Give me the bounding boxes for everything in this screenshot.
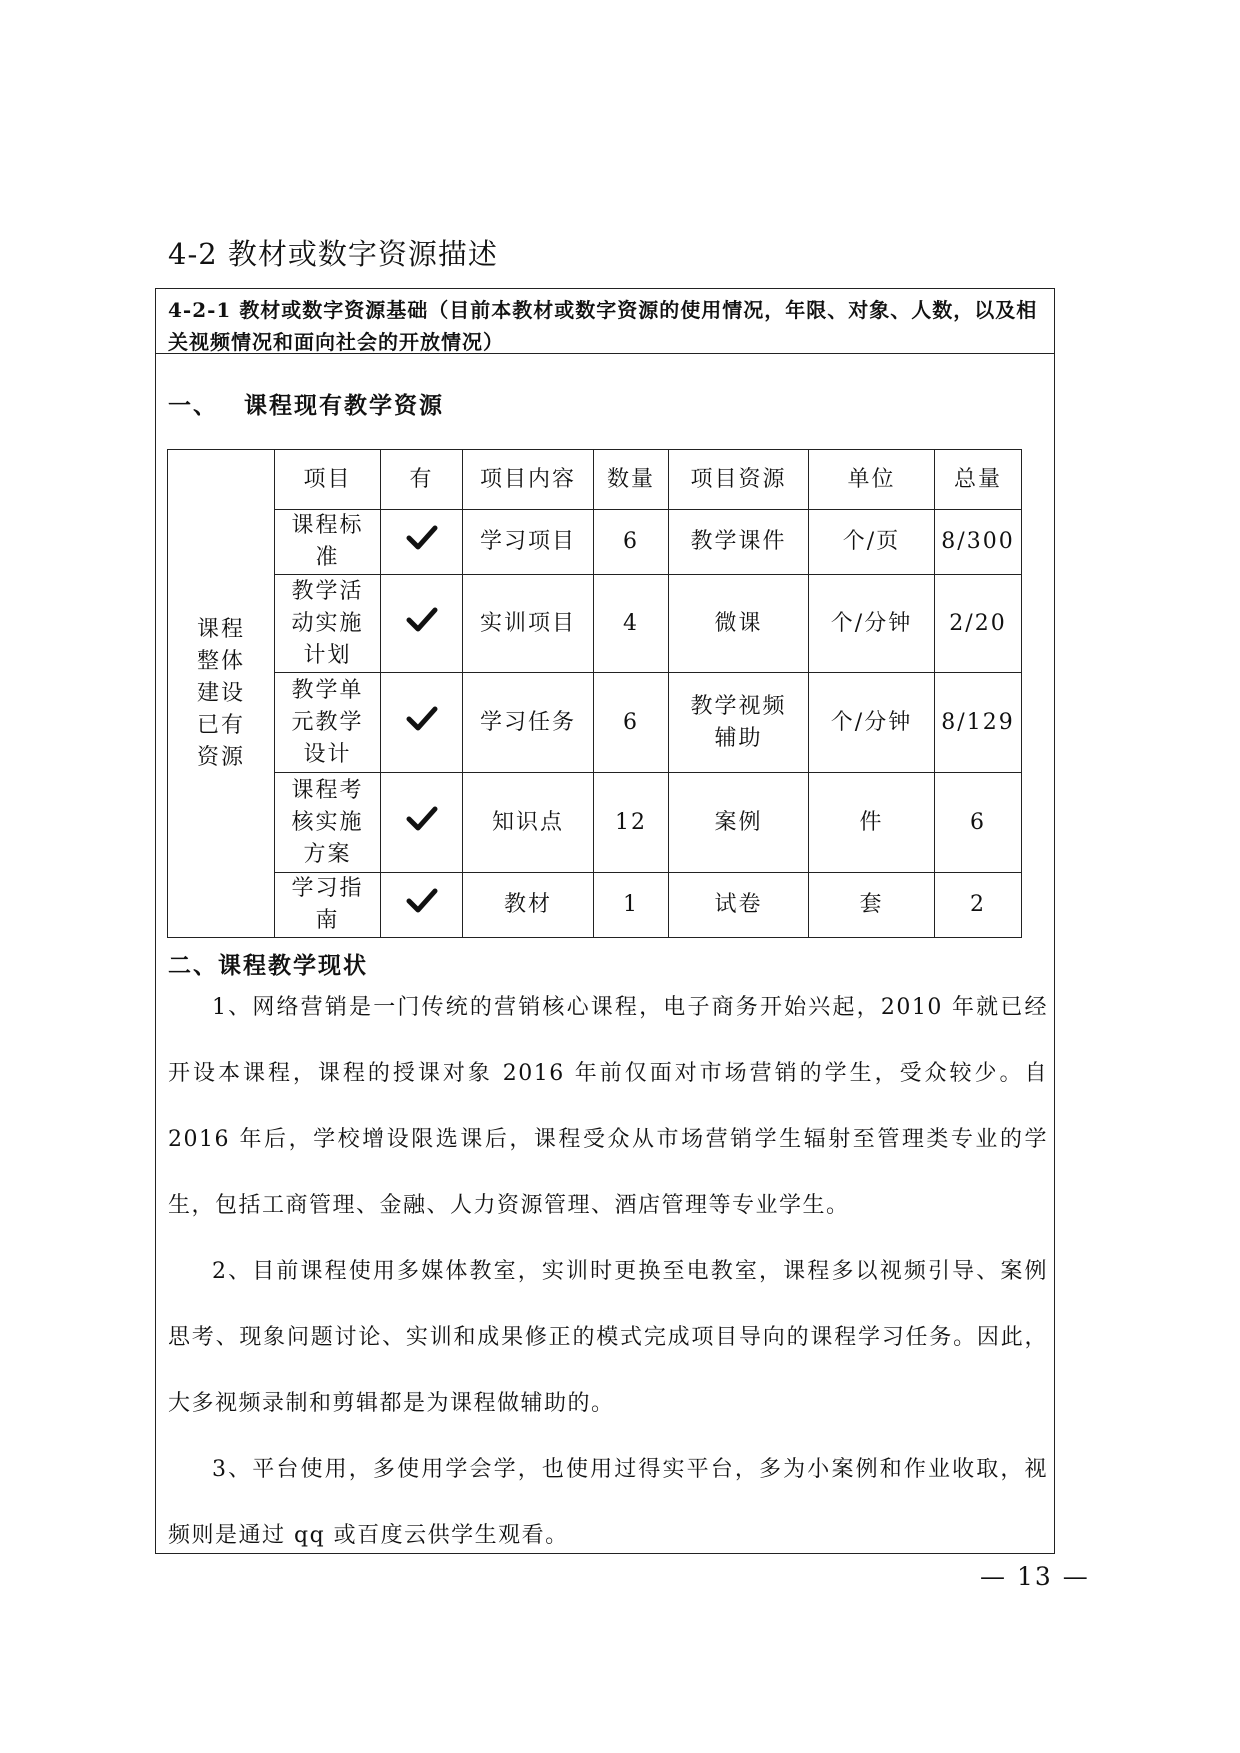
header-has: 有 [381,450,463,510]
row-qty: 4 [594,575,669,673]
part-one-number: 一、 [168,392,218,419]
check-icon [406,704,438,732]
row-unit: 套 [809,873,935,938]
row-total: 6 [935,773,1022,873]
row-qty: 12 [594,773,669,873]
frame-heading: 4-2-1 教材或数字资源基础（目前本教材或数字资源的使用情况，年限、对象、人数，以及相关视频情况和面向社会的开放情况） [168,298,1038,354]
paragraph: 2、目前课程使用多媒体教室，实训时更换至电教室，课程多以视频引导、案例思考、现象问题讨论、实训和成果修正的模式完成项目导向的课程学习任务。因此，大多视频录制和剪辑都是为课程做辅助的。 [168,1259,1048,1416]
row-check [381,673,463,773]
row-item: 课程标准 [275,510,381,575]
section-title: 4-2 教材或数字资源描述 [168,237,498,271]
row-group-label: 课程整体建设已有资源 [168,450,275,938]
table-row [168,510,1022,575]
header-unit: 单位 [809,450,935,510]
row-total: 2/20 [935,575,1022,673]
row-qty: 6 [594,510,669,575]
row-content: 学习项目 [463,510,594,575]
header-total: 总量 [935,450,1022,510]
row-check [381,575,463,673]
paragraph: 1、网络营销是一门传统的营销核心课程，电子商务开始兴起，2010 年就已经开设本课程，课程的授课对象 2016 年前仅面对市场营销的学生，受众较少。自 2016 年后，学校增设限选课后，课程受众从市场营销学生辐射至管理类专业的学生，包括工商管理、金融、人力资源管理、酒店管理等专业学生。 [168,995,1048,1218]
row-resource: 教学课件 [669,510,809,575]
table-row [168,873,1022,938]
row-content: 教材 [463,873,594,938]
row-check [381,873,463,938]
header-item: 项目 [275,450,381,510]
header-qty: 数量 [594,450,669,510]
row-check [381,510,463,575]
row-item: 教学活动实施计划 [275,575,381,673]
row-content: 学习任务 [463,673,594,773]
table-row [168,575,1022,673]
row-total: 8/300 [935,510,1022,575]
row-check [381,773,463,873]
row-item: 课程考核实施方案 [275,773,381,873]
header-resource: 项目资源 [669,450,809,510]
row-qty: 6 [594,673,669,773]
row-unit: 件 [809,773,935,873]
row-resource: 案例 [669,773,809,873]
row-unit: 个/分钟 [809,673,935,773]
row-resource: 教学视频辅助 [669,673,809,773]
page-number: — 13 — [980,1562,1090,1591]
row-unit: 个/页 [809,510,935,575]
table-row [168,773,1022,873]
row-resource: 微课 [669,575,809,673]
check-icon [406,804,438,832]
row-resource: 试卷 [669,873,809,938]
row-item: 教学单元教学设计 [275,673,381,773]
header-content: 项目内容 [463,450,594,510]
row-content: 知识点 [463,773,594,873]
row-item: 学习指南 [275,873,381,938]
check-icon [406,605,438,633]
part-two-heading: 二、课程教学现状 [168,952,368,979]
check-icon [406,523,438,551]
check-icon [406,886,438,914]
row-qty: 1 [594,873,669,938]
table-row [168,673,1022,773]
row-total: 2 [935,873,1022,938]
part-one-title: 课程现有教学资源 [244,392,444,419]
row-content: 实训项目 [463,575,594,673]
paragraph: 3、平台使用，多使用学会学，也使用过得实平台，多为小案例和作业收取，视频则是通过 qq 或百度云供学生观看。 [168,1457,1048,1548]
resource-table [167,449,1022,938]
row-unit: 个/分钟 [809,575,935,673]
part-one-heading [168,387,444,420]
row-total: 8/129 [935,673,1022,773]
